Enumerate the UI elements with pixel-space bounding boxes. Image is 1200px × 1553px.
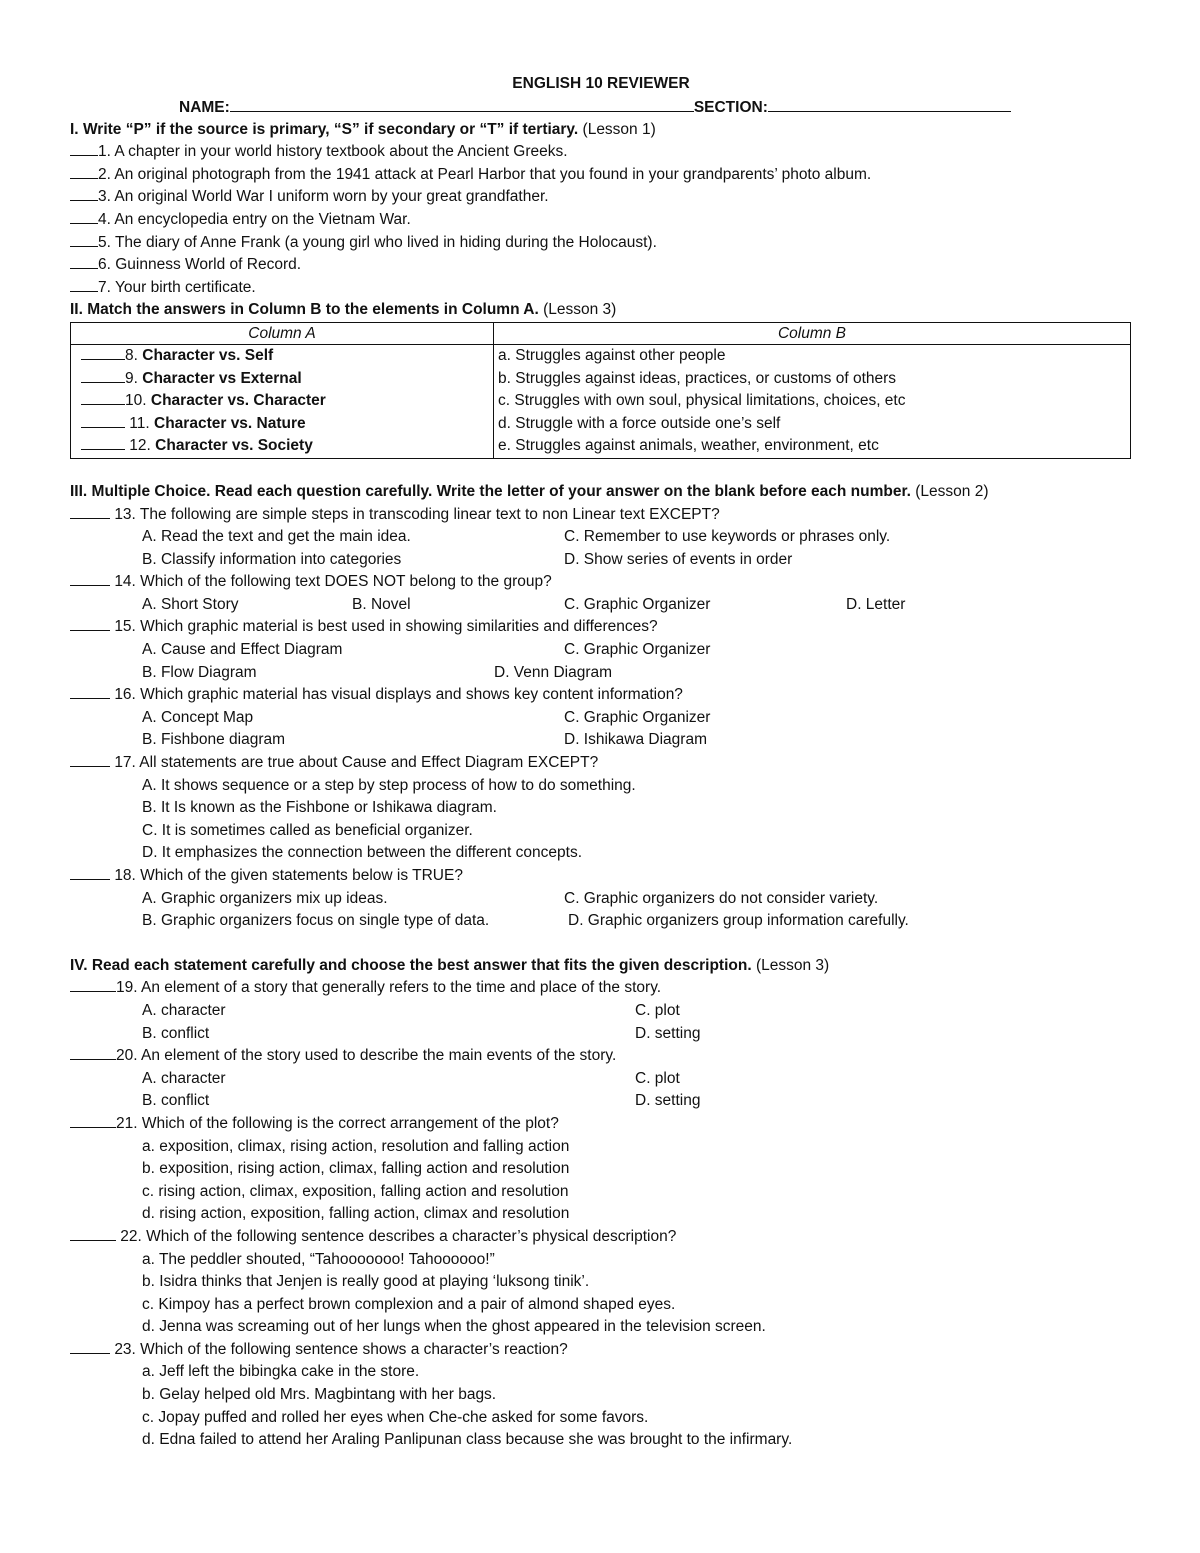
part3-heading [70,481,1132,504]
name-field[interactable] [230,96,694,112]
part4-roman: IV. [70,956,88,974]
column-b-item: a. Struggles against other people [498,346,726,364]
answer-blank[interactable] [81,413,125,428]
options-row [70,1158,1132,1181]
option-a: A. Graphic organizers mix up ideas. [142,889,388,907]
options-row [70,1429,1132,1452]
part1-item [70,254,1132,277]
question-22 [70,1226,1132,1249]
item-text: 2. An original photograph from the 1941 attack at Pearl Harbor that you found in your grandparents’ photo album. [98,165,872,183]
option-c: C. Graphic Organizer [564,595,711,613]
answer-blank[interactable] [70,865,110,880]
part3-lesson: (Lesson 2) [915,482,989,500]
column-a-item [81,390,489,413]
question-stem: 19. An element of a story that generally refers to the time and place of the story. [116,979,662,997]
answer-blank[interactable] [70,684,110,699]
column-a-item [81,435,489,458]
answer-blank[interactable] [81,368,125,383]
option-b: b. Isidra thinks that Jenjen is really good at playing ‘luksong tinik’. [142,1273,590,1291]
part4-lesson: (Lesson 3) [755,956,830,974]
option-d: D. setting [635,1092,701,1110]
part1-item [70,277,1132,300]
item-number: 9. [125,369,138,387]
options-row [70,549,1132,572]
option-a: a. Jeff left the bibingka cake in the store. [142,1363,420,1381]
option-a: A. Cause and Effect Diagram [142,641,343,659]
item-text: Character vs External [142,369,302,387]
question-stem: 23. Which of the following sentence shows a character’s reaction? [114,1340,568,1358]
column-a-item [81,345,489,368]
answer-blank[interactable] [70,1113,116,1128]
option-b: B. conflict [142,1092,210,1110]
options-row [70,1271,1132,1294]
options-row [70,1384,1132,1407]
options-row [70,1203,1132,1226]
part4-heading [70,955,1132,978]
options-row [70,594,1132,617]
option-a: A. Read the text and get the main idea. [142,528,411,546]
answer-blank[interactable] [70,571,110,586]
matching-table-header [71,322,1131,344]
part1-item [70,164,1132,187]
question-stem: 15. Which graphic material is best used in showing similarities and differences? [114,618,658,636]
question-14 [70,571,1132,594]
item-text: 1. A chapter in your world history textbook about the Ancient Greeks. [98,143,568,161]
options-row [70,707,1132,730]
part3-instruction: Multiple Choice. Read each question carefully. Write the letter of your answer on the blank before each number. [91,482,911,500]
question-stem: 18. Which of the given statements below is TRUE? [114,867,463,884]
answer-blank[interactable] [70,209,98,224]
part2-instruction: Match the answers in Column B to the elements in Column A. [87,301,539,319]
answer-blank[interactable] [81,435,125,450]
question-stem: 20. An element of the story used to describe the main events of the story. [116,1047,617,1065]
options-row [70,1294,1132,1317]
option-d: D. setting [635,1024,701,1042]
options-row [70,1249,1132,1272]
name-label: NAME: [179,99,230,116]
part1-item [70,209,1132,232]
answer-blank[interactable] [81,390,125,405]
question-17 [70,752,1132,775]
options-row [70,1407,1132,1430]
answer-blank[interactable] [70,1045,116,1060]
option-b: b. Gelay helped old Mrs. Magbintang with her bags. [142,1386,497,1404]
option-c: C. Graphic organizers do not consider variety. [564,889,879,907]
matching-table [70,322,1131,459]
option-c: c. Jopay puffed and rolled her eyes when Che-che asked for some favors. [142,1408,649,1426]
worksheet-page [70,72,1132,1452]
option-d: D. Ishikawa Diagram [564,731,707,749]
option-b: B. conflict [142,1024,210,1042]
item-text: 4. An encyclopedia entry on the Vietnam War. [98,210,411,228]
column-b-item: e. Struggles against animals, weather, environment, etc [498,437,879,455]
option-a: A. Concept Map [142,708,254,726]
option-d: D. Letter [846,595,906,613]
options-row [70,1068,1132,1091]
option-b: b. exposition, rising action, climax, falling action and resolution [142,1160,570,1178]
name-section-row [70,96,1132,119]
option-c: C. plot [635,1001,680,1019]
option-b: B. Graphic organizers focus on single type of data. [142,912,490,930]
option-c: C. Graphic Organizer [564,641,711,659]
question-13 [70,504,1132,527]
options-row [70,888,1132,911]
options-row [70,910,1132,933]
item-text: Character vs. Nature [154,414,306,432]
part2-heading [70,299,1132,322]
part1-item [70,186,1132,209]
matching-table-body [71,344,1131,458]
options-row [70,639,1132,662]
option-b: B. Flow Diagram [142,663,257,681]
part2-roman: II. [70,301,83,319]
answer-blank[interactable] [70,1339,110,1354]
column-a-item [81,413,489,436]
option-c: C. Graphic Organizer [564,708,711,726]
item-number: 11. [125,414,150,432]
options-row [70,1316,1132,1339]
option-a: A. character [142,1001,226,1019]
options-row [70,526,1132,549]
column-a-item [81,368,489,391]
item-text: Character vs. Self [142,346,274,364]
question-stem: 17. All statements are true about Cause and Effect Diagram EXCEPT? [114,754,599,772]
option-a: a. exposition, climax, rising action, resolution and falling action [142,1137,570,1155]
column-b-cell [494,344,1131,458]
question-19 [70,977,1132,1000]
item-number: 12. [125,437,151,455]
column-b-item: d. Struggle with a force outside one’s self [498,414,781,432]
option-a: a. The peddler shouted, “Tahooooooo! Tahoooooo!” [142,1250,495,1268]
part1-heading [70,119,1132,142]
options-row [70,1181,1132,1204]
option-c: c. Kimpoy has a perfect brown complexion and a pair of almond shaped eyes. [142,1295,676,1313]
answer-blank[interactable] [70,616,110,631]
item-text: 3. An original World War I uniform worn by your great grandfather. [98,188,549,206]
answer-blank[interactable] [70,1226,116,1241]
options-row [70,1090,1132,1113]
worksheet-header [70,72,1132,96]
column-b-item: b. Struggles against ideas, practices, or customs of others [498,369,897,387]
part1-lesson: (Lesson 1) [582,120,656,138]
column-b-header: Column B [494,322,1131,344]
section-field[interactable] [768,96,1011,112]
question-15 [70,616,1132,639]
column-a-header: Column A [71,322,494,344]
answer-blank[interactable] [70,141,98,156]
part3-roman: III. [70,482,88,500]
answer-blank[interactable] [70,232,98,247]
column-a-cell [71,344,494,458]
answer-blank[interactable] [70,504,110,519]
options-row [70,797,1132,820]
answer-blank[interactable] [70,254,98,269]
answer-blank[interactable] [70,277,98,292]
question-23 [70,1339,1132,1362]
item-number: 8. [125,346,138,364]
part4-instruction: Read each statement carefully and choose the best answer that fits the given description. [91,956,752,974]
answer-blank[interactable] [70,186,98,201]
option-a: A. Short Story [142,595,239,613]
option-c: C. Remember to use keywords or phrases only. [564,528,891,546]
part1-roman: I. [70,120,79,138]
question-18 [70,865,1132,888]
option-a: A. character [142,1069,226,1087]
option-b: B. It Is known as the Fishbone or Ishikawa diagram. [142,799,497,817]
part2-lesson: (Lesson 3) [543,301,617,319]
option-c: C. plot [635,1069,680,1087]
question-16 [70,684,1132,707]
spacer [70,459,1132,481]
item-text: Character vs. Character [150,392,326,410]
option-c: c. rising action, climax, exposition, falling action and resolution [142,1182,569,1200]
question-21 [70,1113,1132,1136]
answer-blank[interactable] [70,977,116,992]
options-row [70,1000,1132,1023]
options-row [70,1136,1132,1159]
options-row [70,1361,1132,1384]
option-d: D. Show series of events in order [564,550,793,568]
item-text: 6. Guinness World of Record. [98,256,302,274]
question-stem: 14. Which of the following text DOES NOT belong to the group? [114,573,552,591]
item-number: 10. [125,392,147,410]
question-stem: 13. The following are simple steps in transcoding linear text to non Linear text EXCEPT? [114,505,720,523]
column-b-item: c. Struggles with own soul, physical limitations, choices, etc [498,392,906,410]
part1-item [70,232,1132,255]
option-d: d. rising action, exposition, falling action, climax and resolution [142,1205,570,1223]
answer-blank[interactable] [70,164,98,179]
options-row [70,1023,1132,1046]
option-b: B. Fishbone diagram [142,731,286,749]
option-d: d. Jenna was screaming out of her lungs when the ghost appeared in the television screen. [142,1318,766,1336]
option-d: D. It emphasizes the connection between the different concepts. [142,844,583,862]
options-row [70,820,1132,843]
options-row [70,842,1132,865]
option-b: B. Classify information into categories [142,550,402,568]
option-a: A. It shows sequence or a step by step process of how to do something. [142,776,636,794]
option-d: d. Edna failed to attend her Araling Panlipunan class because she was brought to the infirmary. [142,1431,793,1449]
part1-item [70,141,1132,164]
page-title: ENGLISH 10 REVIEWER [512,75,690,92]
part1-instruction: Write “P” if the source is primary, “S” if secondary or “T” if tertiary. [82,120,579,138]
option-c: C. It is sometimes called as beneficial organizer. [142,821,473,839]
item-text: Character vs. Society [155,437,313,455]
question-20 [70,1045,1132,1068]
spacer [70,933,1132,955]
question-stem: 21. Which of the following is the correct arrangement of the plot? [116,1114,559,1132]
option-d: D. Graphic organizers group information carefully. [568,912,909,930]
item-text: 5. The diary of Anne Frank (a young girl who lived in hiding during the Holocaust). [98,233,657,251]
options-row [70,775,1132,798]
answer-blank[interactable] [70,752,110,767]
option-d: D. Venn Diagram [494,663,613,681]
question-stem: 16. Which graphic material has visual displays and shows key content information? [114,686,683,704]
item-text: 7. Your birth certificate. [98,278,256,296]
question-stem: 22. Which of the following sentence describes a character’s physical description? [116,1227,677,1245]
option-b: B. Novel [352,595,411,613]
answer-blank[interactable] [81,345,125,360]
options-row [70,662,1132,685]
section-label: SECTION: [693,99,768,116]
options-row [70,729,1132,752]
